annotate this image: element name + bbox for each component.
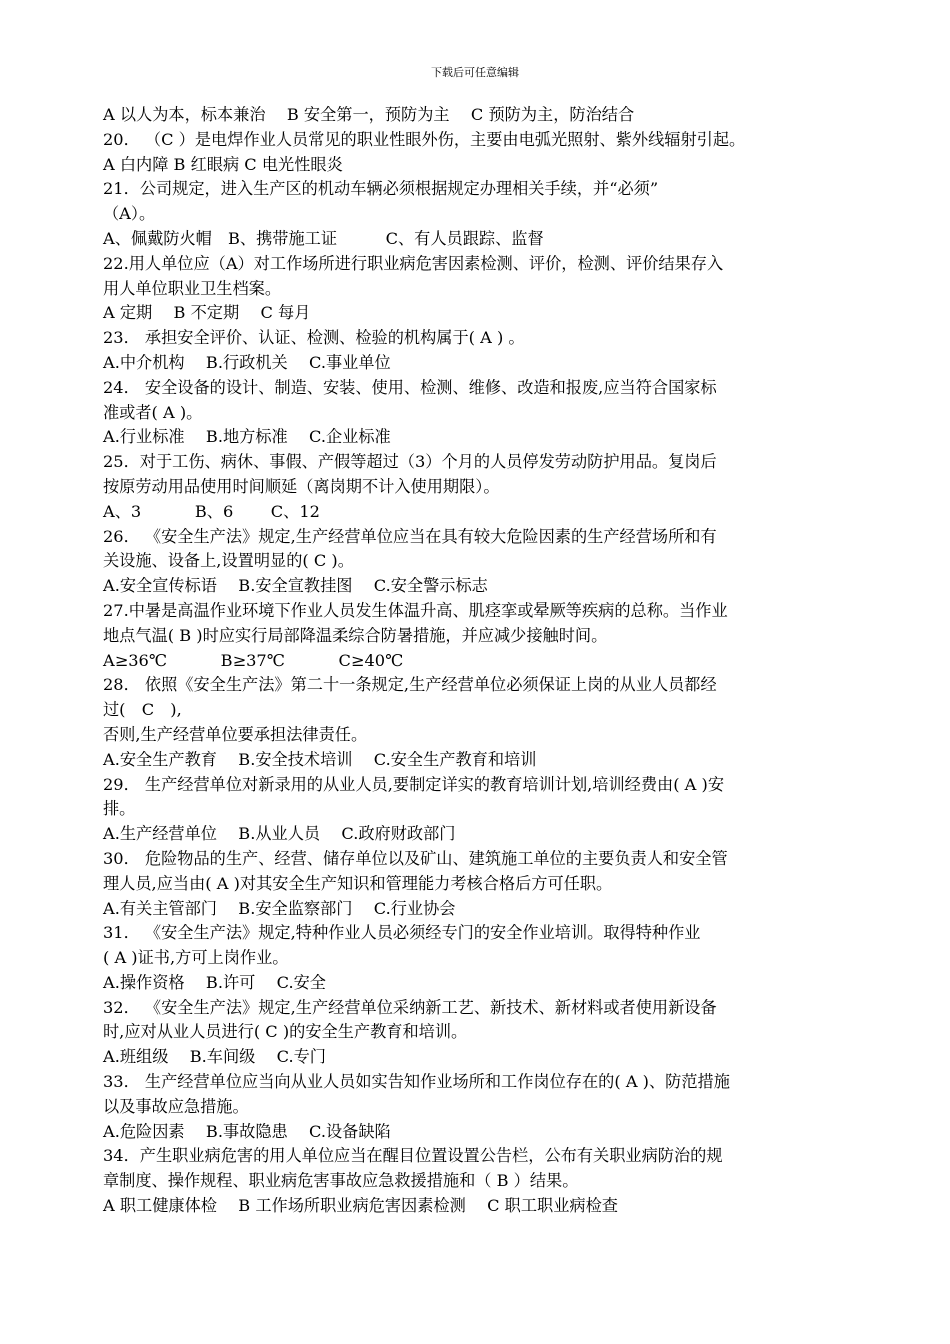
text-line: A.安全宣传标语 B.安全宣教挂图 C.安全警示标志	[103, 576, 488, 596]
text-line: 27.中暑是高温作业环境下作业人员发生体温升高、肌痉挛或晕厥等疾病的总称。当作业	[103, 600, 728, 620]
text-line: A.行业标准 B.地方标准 C.企业标准	[103, 427, 391, 447]
text-line: 21．公司规定，进入生产区的机动车辆必须根据规定办理相关手续，并“必须”	[103, 179, 659, 199]
text-line: 过( C ),	[103, 700, 182, 720]
text-line: 30． 危险物品的生产、经营、储存单位以及矿山、建筑施工单位的主要负责人和安全管	[103, 848, 728, 868]
text-line: 32． 《安全生产法》规定,生产经营单位采纳新工艺、新技术、新材料或者使用新设备	[103, 997, 717, 1017]
page-header-note: 下载后可任意编辑	[431, 66, 519, 79]
text-line: 34．产生职业病危害的用人单位应当在醒目位置设置公告栏，公布有关职业病防治的规	[103, 1146, 723, 1166]
text-line: 地点气温( B )时应实行局部降温柔综合防暑措施，并应减少接触时间。	[103, 625, 608, 645]
text-line: A、佩戴防火帽 B、携带施工证 C、有人员跟踪、监督	[103, 228, 544, 248]
text-line: 24． 安全设备的设计、制造、安装、使用、检测、维修、改造和报废,应当符合国家标	[103, 377, 717, 397]
text-line: 22.用人单位应（A）对工作场所进行职业病危害因素检测、评价，检测、评价结果存入	[103, 253, 724, 273]
text-line: 关设施、设备上,设置明显的( C )。	[103, 551, 354, 571]
text-line: A 以人为本，标本兼治 B 安全第一，预防为主 C 预防为主，防治结合	[103, 105, 635, 124]
text-line: A.有关主管部门 B.安全监察部门 C.行业协会	[103, 898, 456, 918]
text-line: A≥36℃ B≥37℃ C≥40℃	[103, 650, 404, 670]
text-line: 23． 承担安全评价、认证、检测、检验的机构属于( A ) 。	[103, 328, 525, 348]
text-line: A、3 B、6 C、12	[103, 501, 320, 521]
text-line: 33． 生产经营单位应当向从业人员如实告知作业场所和工作岗位存在的( A )、防范措施	[103, 1072, 730, 1092]
text-line: 以及事故应急措施。	[103, 1096, 249, 1116]
text-line: A.危险因素 B.事故隐患 C.设备缺陷	[103, 1121, 391, 1141]
text-line: 20． （C ）是电焊作业人员常见的职业性眼外伤，主要由电弧光照射、紫外线辐射引起。	[103, 129, 746, 149]
text-line: A.中介机构 B.行政机关 C.事业单位	[103, 352, 391, 372]
text-line: 用人单位职业卫生档案。	[103, 278, 282, 298]
text-line: 排。	[103, 799, 136, 819]
text-line: A 职工健康体检 B 工作场所职业病危害因素检测 C 职工职业病检查	[103, 1196, 618, 1216]
text-line: A 白内障 B 红眼病 C 电光性眼炎	[103, 154, 343, 174]
text-line: 时,应对从业人员进行( C )的安全生产教育和培训。	[103, 1022, 468, 1042]
text-line: 26． 《安全生产法》规定,生产经营单位应当在具有较大危险因素的生产经营场所和有	[103, 526, 717, 546]
text-line: 31． 《安全生产法》规定,特种作业人员必须经专门的安全作业培训。取得特种作业	[103, 923, 701, 943]
text-line: 准或者( A )。	[103, 402, 203, 422]
text-line: A.班组级 B.车间级 C.专门	[103, 1047, 326, 1067]
text-line: 29． 生产经营单位对新录用的从业人员,要制定详实的教育培训计划,培训经费由( A )安	[103, 774, 725, 794]
text-line: 理人员,应当由( A )对其安全生产知识和管理能力考核合格后方可任职。	[103, 873, 613, 893]
text-line: A.操作资格 B.许可 C.安全	[103, 972, 326, 992]
text-line: 章制度、操作规程、职业病危害事故应急救援措施和（ B ）结果。	[103, 1171, 579, 1191]
text-line: 否则,生产经营单位要承担法律责任。	[103, 724, 368, 744]
text-line: 按原劳动用品使用时间顺延（离岗期不计入使用期限）。	[103, 476, 500, 496]
text-line: 25．对于工伤、病休、事假、产假等超过（3）个月的人员停发劳动防护用品。复岗后	[103, 452, 717, 472]
text-line: （A）。	[103, 204, 156, 224]
text-line: A.安全生产教育 B.安全技术培训 C.安全生产教育和培训	[103, 749, 537, 769]
text-line: 28． 依照《安全生产法》第二十一条规定,生产经营单位必须保证上岗的从业人员都经	[103, 675, 717, 695]
question-list	[103, 103, 848, 1219]
text-line: ( A )证书,方可上岗作业。	[103, 948, 289, 968]
text-line: A.生产经营单位 B.从业人员 C.政府财政部门	[103, 824, 456, 844]
text-line: A 定期 B 不定期 C 每月	[103, 303, 311, 323]
